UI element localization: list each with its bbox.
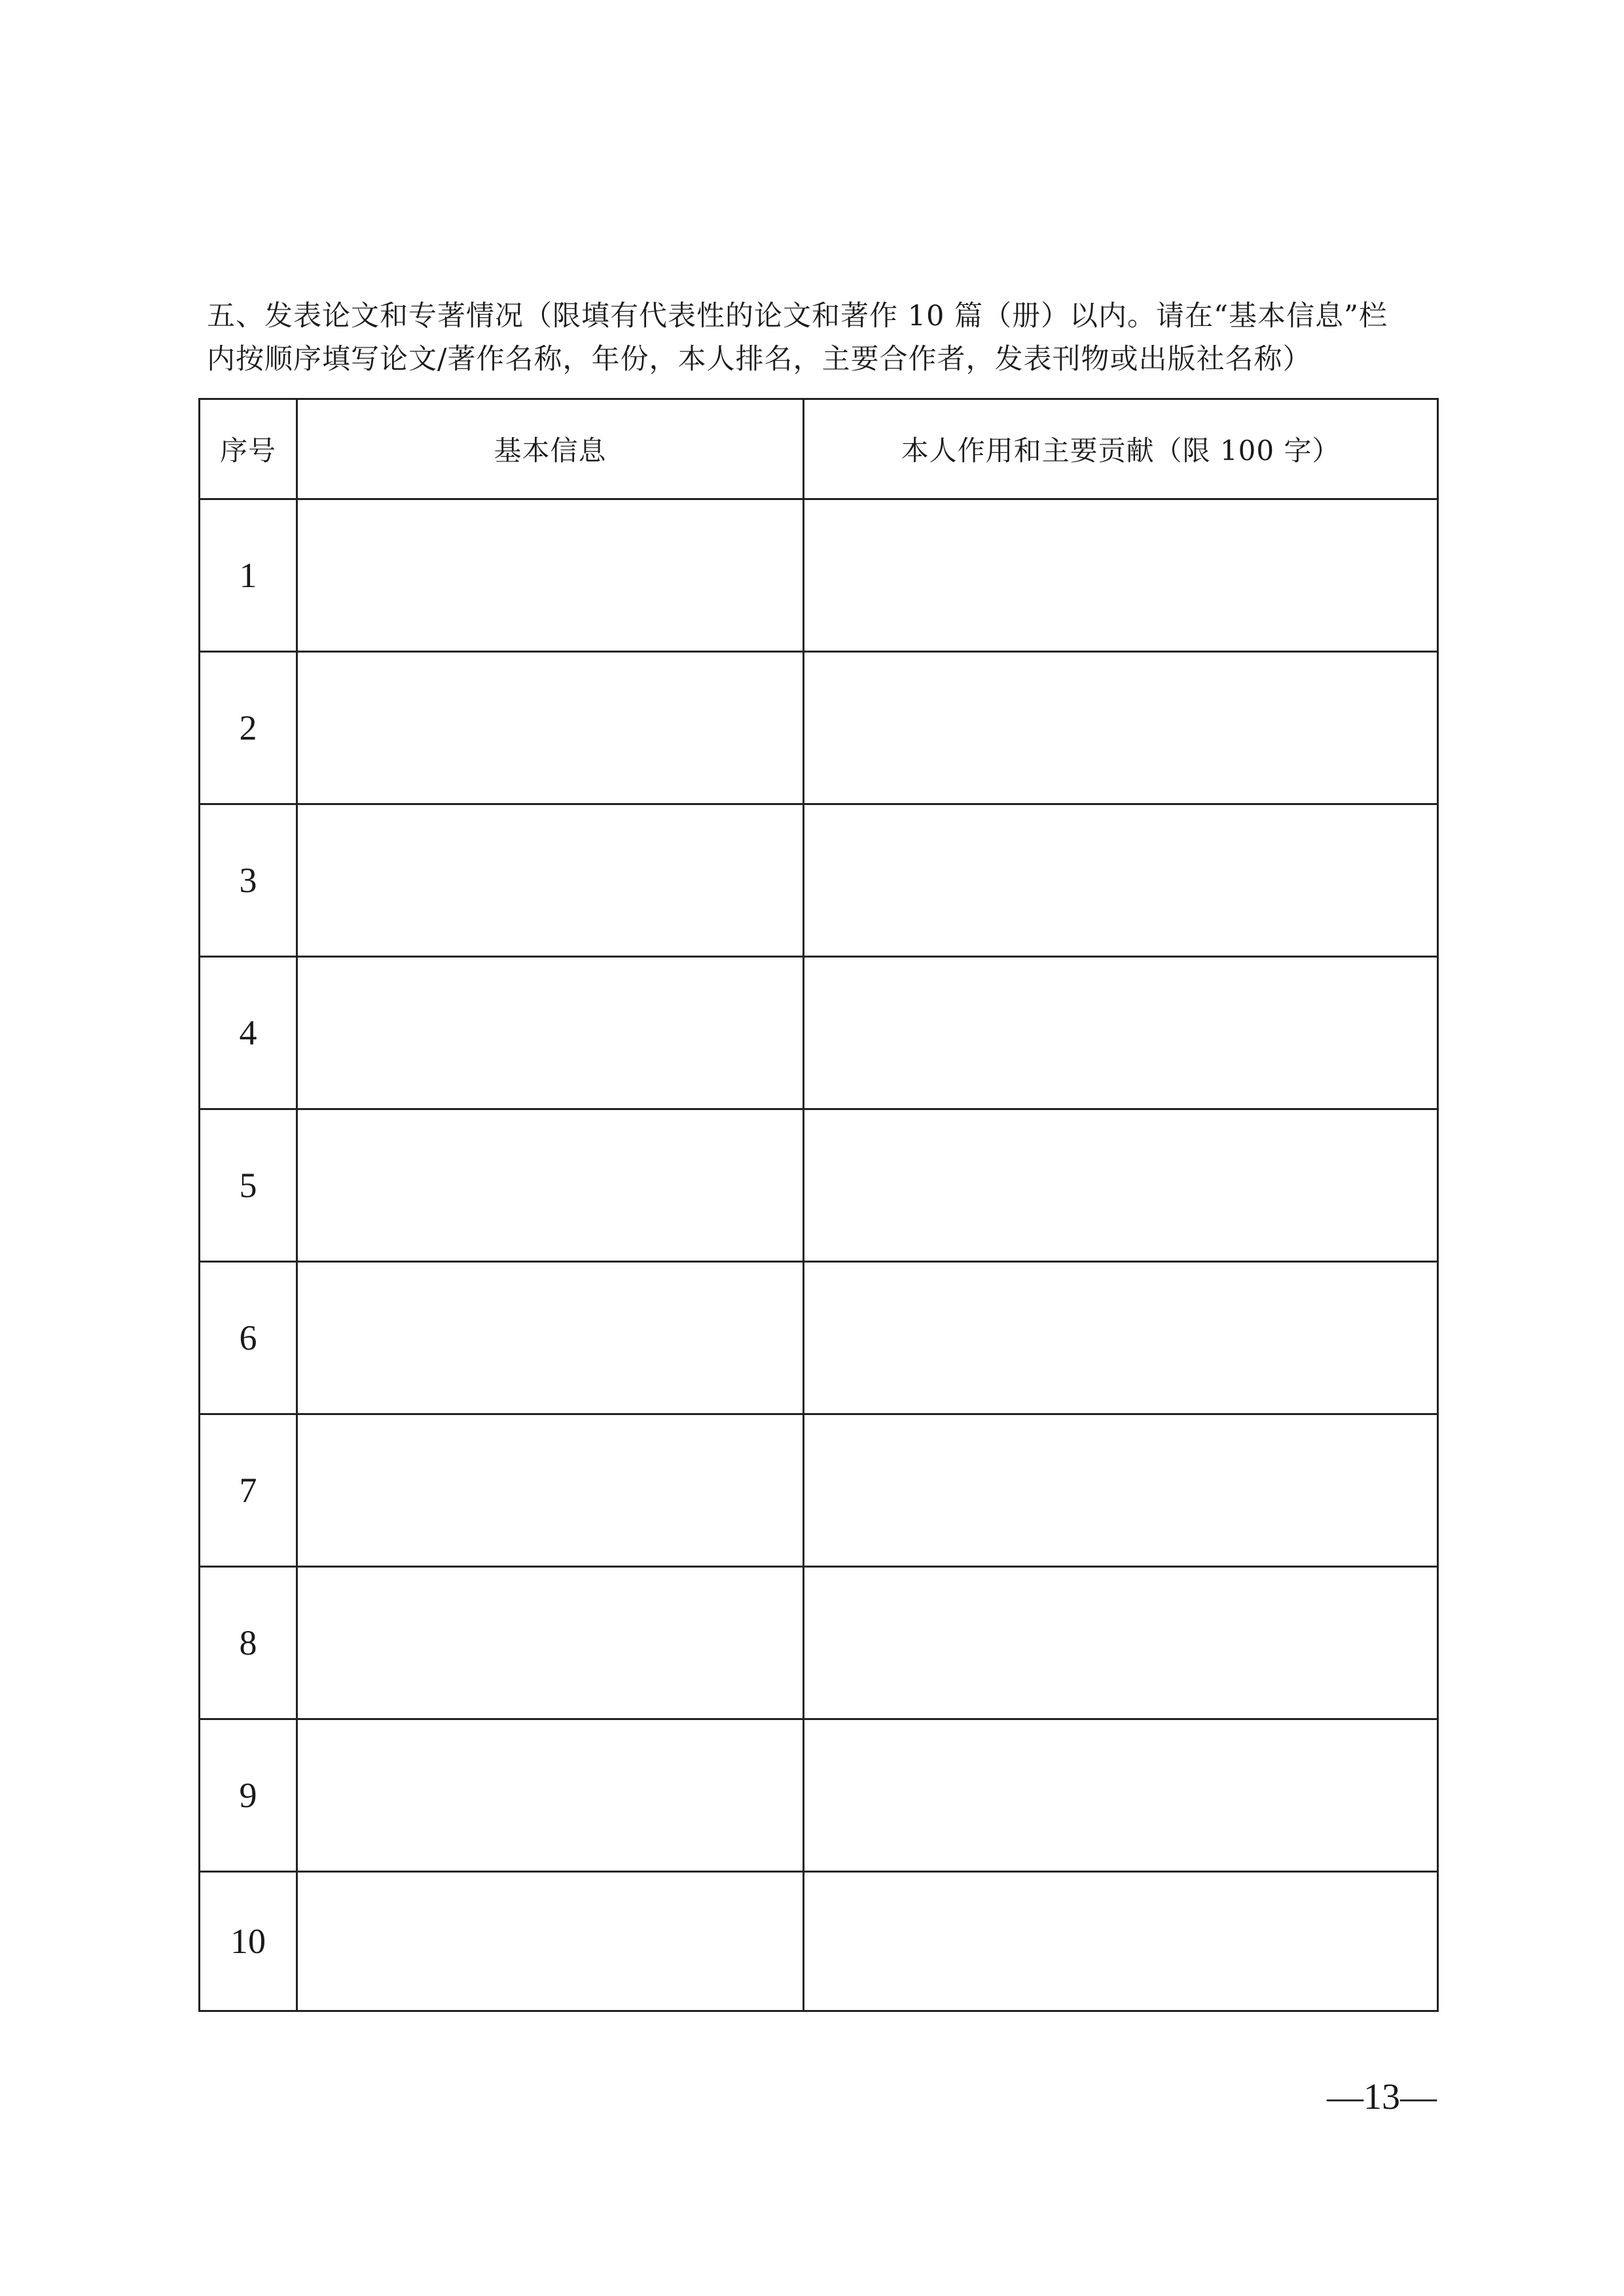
section-heading-line-2: 内按顺序填写论文/著作名称，年份，本人排名，主要合作者，发表刊物或出版社名称） xyxy=(207,343,1312,376)
contribution-cell[interactable] xyxy=(804,1872,1438,2011)
contribution-cell[interactable] xyxy=(804,499,1438,652)
table-row xyxy=(200,1719,1438,1872)
basic-info-cell[interactable] xyxy=(297,1567,804,1719)
basic-info-cell[interactable] xyxy=(297,957,804,1109)
basic-info-cell[interactable] xyxy=(297,652,804,804)
basic-info-cell[interactable] xyxy=(297,1262,804,1414)
basic-info-cell[interactable] xyxy=(297,1872,804,2011)
table-row xyxy=(200,1262,1438,1414)
header-index: 序号 xyxy=(200,399,297,499)
contribution-cell[interactable] xyxy=(804,957,1438,1109)
section-heading-line-1: 五、发表论文和专著情况（限填有代表性的论文和著作 10 篇（册）以内。请在“基本信息”栏 xyxy=(207,300,1388,332)
table-row xyxy=(200,652,1438,804)
basic-info-cell[interactable] xyxy=(297,1414,804,1567)
header-contribution: 本人作用和主要贡献（限 100 字） xyxy=(804,399,1438,499)
row-index: 4 xyxy=(200,957,297,1109)
row-index: 10 xyxy=(200,1872,297,2011)
contribution-cell[interactable] xyxy=(804,1262,1438,1414)
header-basic-info: 基本信息 xyxy=(297,399,804,499)
basic-info-cell[interactable] xyxy=(297,1719,804,1872)
table-row xyxy=(200,1414,1438,1567)
basic-info-cell[interactable] xyxy=(297,1109,804,1262)
contribution-cell[interactable] xyxy=(804,1109,1438,1262)
contribution-cell[interactable] xyxy=(804,1414,1438,1567)
basic-info-cell[interactable] xyxy=(297,804,804,957)
table-row xyxy=(200,1567,1438,1719)
table-row xyxy=(200,499,1438,652)
page-number: —13— xyxy=(1327,2077,1437,2117)
publications-table xyxy=(198,398,1439,2012)
contribution-cell[interactable] xyxy=(804,1567,1438,1719)
table-row xyxy=(200,1109,1438,1262)
basic-info-cell[interactable] xyxy=(297,499,804,652)
contribution-cell[interactable] xyxy=(804,652,1438,804)
contribution-cell[interactable] xyxy=(804,804,1438,957)
row-index: 8 xyxy=(200,1567,297,1719)
table-row xyxy=(200,804,1438,957)
row-index: 1 xyxy=(200,499,297,652)
table-header-row xyxy=(200,399,1438,499)
table-row xyxy=(200,1872,1438,2011)
row-index: 3 xyxy=(200,804,297,957)
section-heading xyxy=(207,295,1437,381)
row-index: 2 xyxy=(200,652,297,804)
table-row xyxy=(200,957,1438,1109)
contribution-cell[interactable] xyxy=(804,1719,1438,1872)
row-index: 7 xyxy=(200,1414,297,1567)
row-index: 9 xyxy=(200,1719,297,1872)
row-index: 6 xyxy=(200,1262,297,1414)
row-index: 5 xyxy=(200,1109,297,1262)
